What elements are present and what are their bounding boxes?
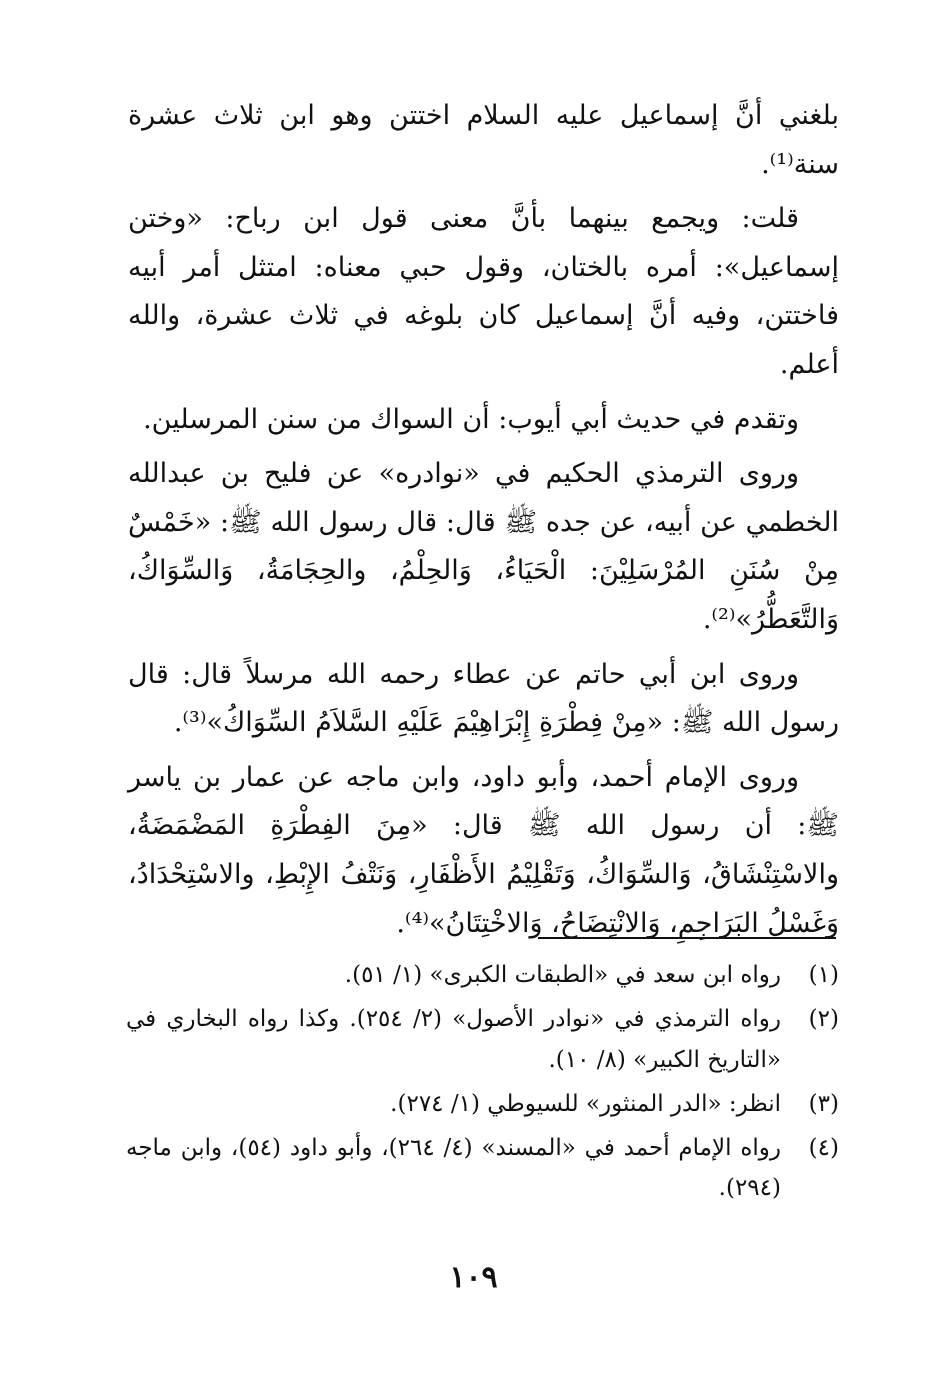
footnote-text: انظر: «الدر المنثور» للسيوطي (١/ ٢٧٤). — [390, 1090, 781, 1117]
footnotes-section — [126, 955, 839, 1213]
footnote-text: رواه ابن سعد في «الطبقات الكبرى» (١/ ٥١). — [344, 962, 781, 988]
footnote-number: (٢) — [808, 1006, 839, 1033]
footnote-text: رواه الإمام أحمد في «المسند» (٤/ ٢٦٤)، وأبو داود (٥٤)، وابن ماجه (٢٩٤). — [126, 1135, 781, 1202]
footnote-2 — [126, 999, 839, 1080]
page-number: ١٠٩ — [449, 1260, 498, 1295]
paragraph-4: وروى الترمذي الحكيم في «نوادره» عن فليح بن عبدالله الخطمي عن أبيه، عن جده ﷺ قال: قال رسول الله ﷺ: «خَمْسٌ مِنْ سُنَنِ المُرْسَلِيْنَ: الْحَيَاءُ، وَالحِلْمُ، والحِجَامَةُ، وَالسِّوَاكُ، وَالتَّعَطُّرُ»⁽²⁾. — [128, 458, 839, 635]
footnote-3 — [126, 1084, 839, 1124]
footnote-text: رواه الترمذي في «نوادر الأصول» (٢/ ٢٥٤). وكذا رواه البخاري في «التاريخ الكبير» (٨/ ١٠). — [126, 1006, 781, 1073]
footnote-separator — [538, 937, 836, 939]
paragraph-5: وروى ابن أبي حاتم عن عطاء رحمه الله مرسلاً قال: قال رسول الله ﷺ: «مِنْ فِطْرَةِ إِبْرَاهِيْمَ عَلَيْهِ السَّلاَمُ السِّوَاكُ»⁽³⁾. — [128, 658, 839, 739]
footnote-number: (١) — [808, 962, 839, 988]
paragraph-2: قلت: ويجمع بينهما بأنَّ معنى قول ابن رباح: «وختن إسماعيل»: أمره بالختان، وقول حبي معناه: امتثل أمر أبيه فاختتن، وفيه أنَّ إسماعيل كان بلوغه في ثلاث عشرة، والله أعلم. — [128, 203, 839, 380]
paragraph-6: وروى الإمام أحمد، وأبو داود، وابن ماجه عن عمار بن ياسر ﷺ: أن رسول الله ﷺ قال: «مِنَ الفِطْرَةِ المَضْمَضَةُ، والاسْتِنْشَاقُ، وَالسِّوَاكُ، وَتَقْلِيْمُ الأَظْفَارِ، وَنَتْفُ الإِبْطِ، والاسْتِحْدَادُ، وَغَسْلُ البَرَاجِمِ، وَالانْتِضَاحُ، وَالاخْتِتَانُ»⁽⁴⁾. — [128, 761, 839, 939]
footnote-4 — [126, 1128, 839, 1209]
footnote-number: (٤) — [808, 1135, 839, 1161]
footnote-1 — [126, 955, 839, 995]
main-text — [128, 92, 839, 954]
paragraph-3: وتقدم في حديث أبي أيوب: أن السواك من سنن المرسلين. — [143, 403, 799, 435]
paragraph-1: بلغني أنَّ إسماعيل عليه السلام اختتن وهو ابن ثلاث عشرة سنة⁽¹⁾. — [128, 100, 839, 180]
footnote-number: (٣) — [808, 1090, 839, 1117]
